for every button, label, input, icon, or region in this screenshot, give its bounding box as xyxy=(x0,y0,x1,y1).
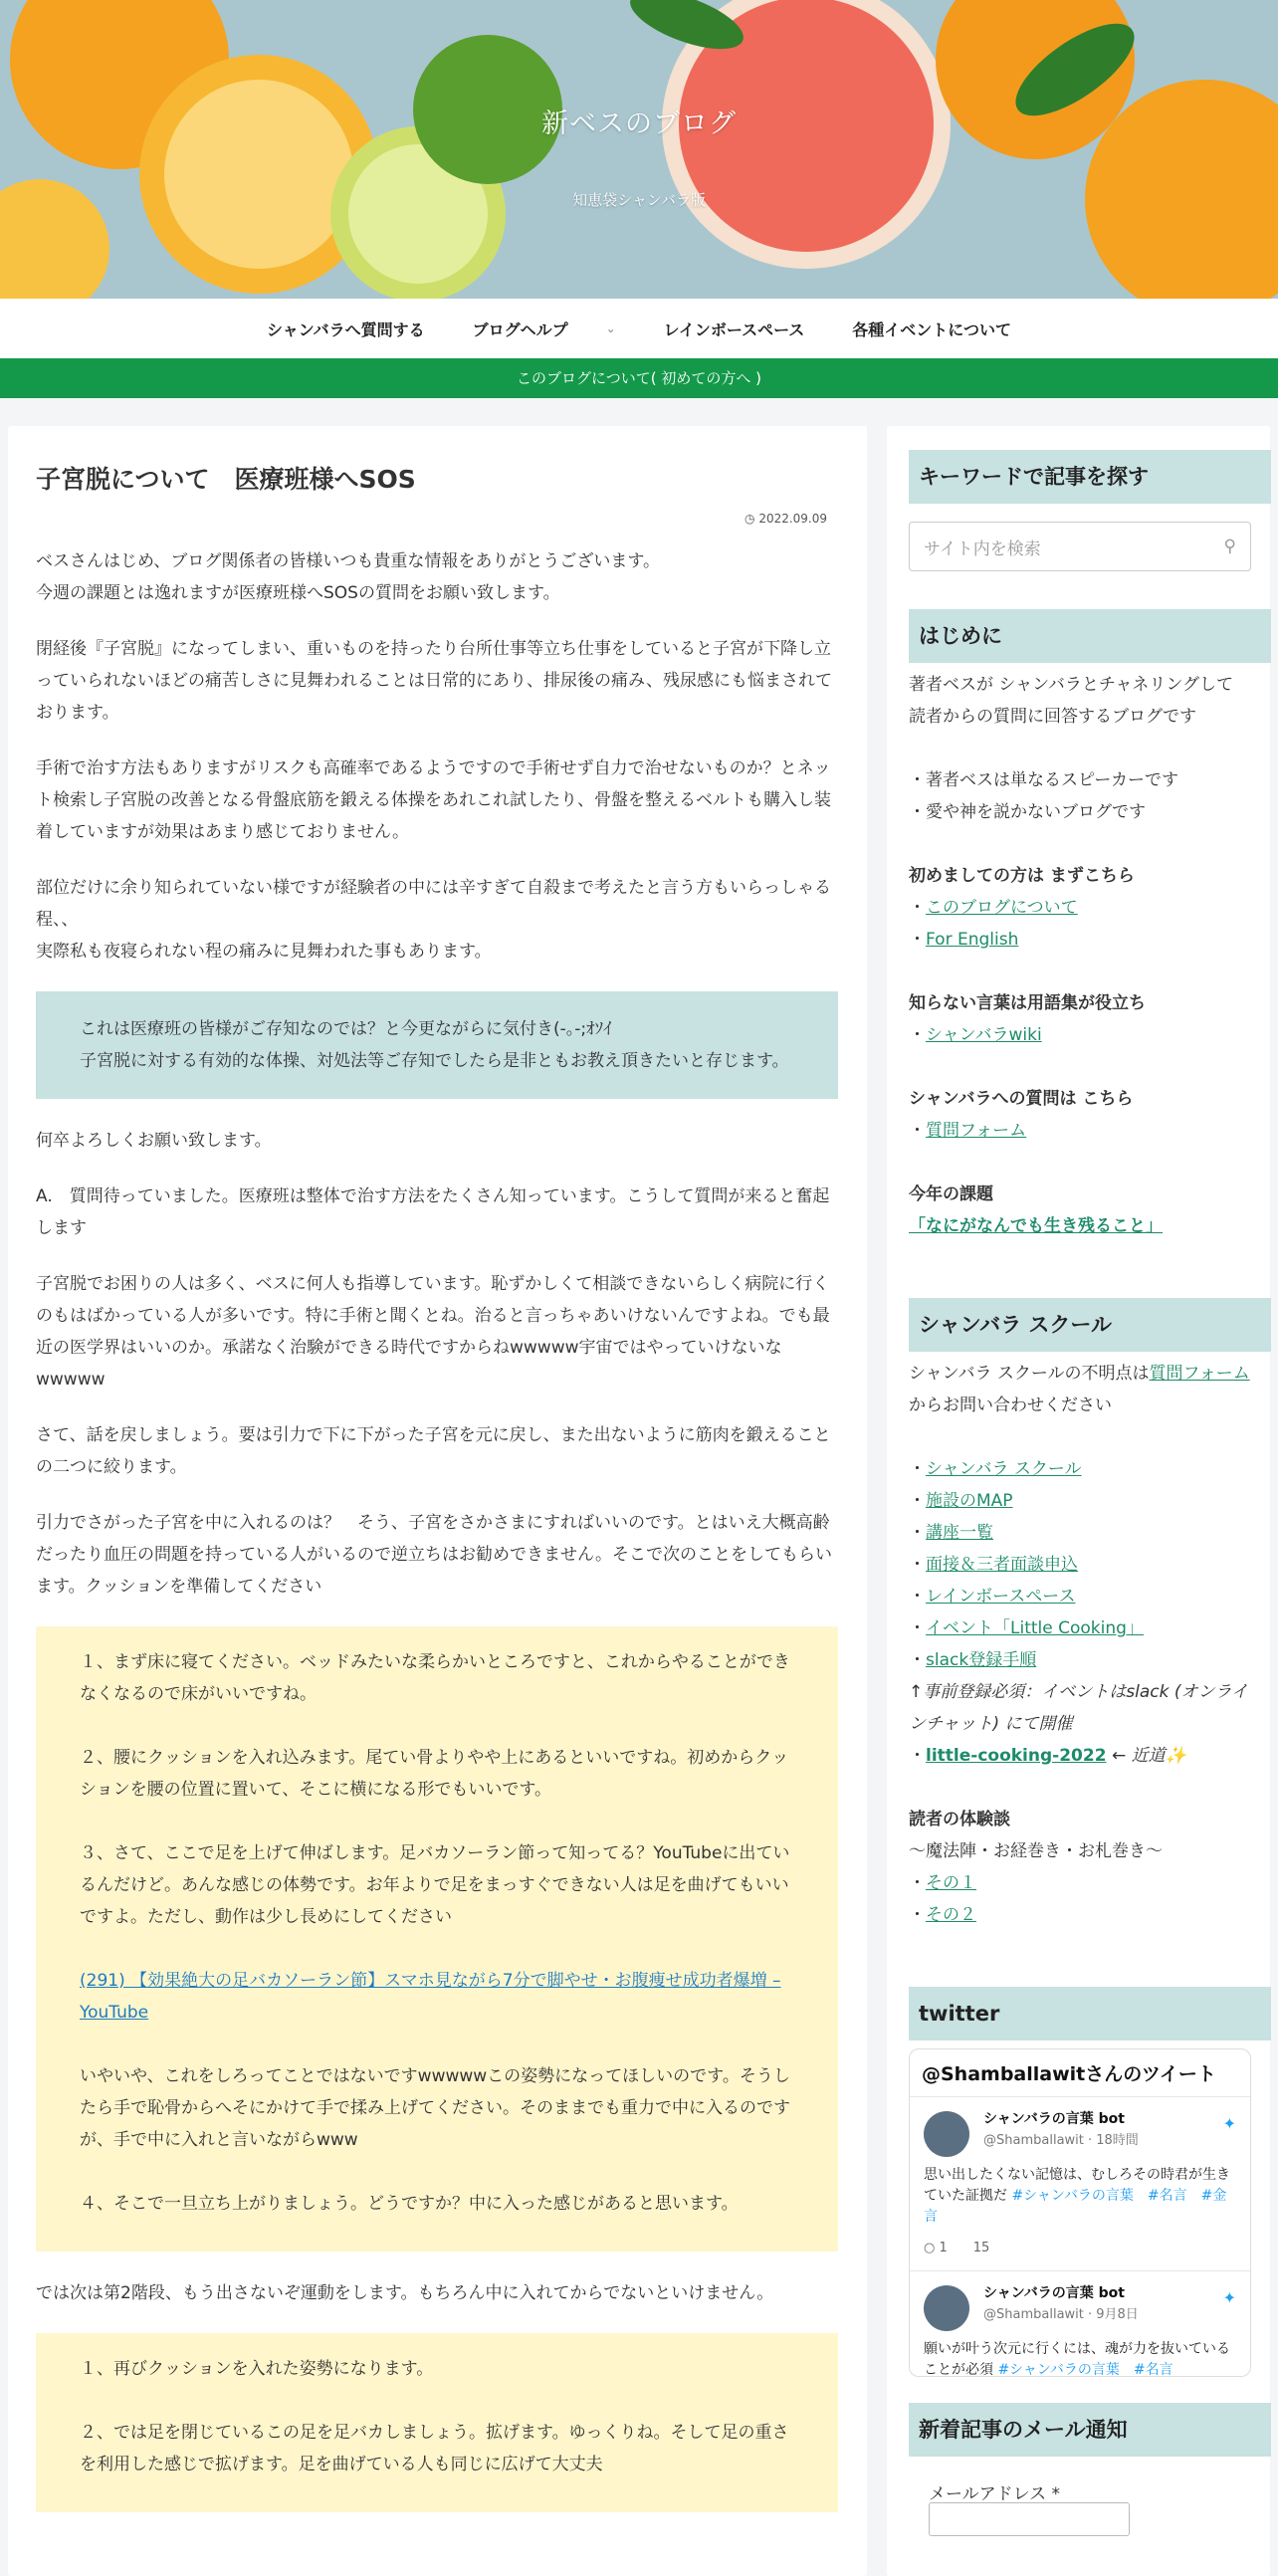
link-little-cooking-2022[interactable]: little-cooking-2022 xyxy=(926,1746,1107,1766)
link-about-blog[interactable]: このブログについて xyxy=(926,898,1078,918)
link-event-little-cooking[interactable]: イベント「Little Cooking」 xyxy=(926,1618,1144,1638)
twitter-bird-icon[interactable]: ✦ xyxy=(1222,2288,1236,2307)
nav-item-blog-help-label: ブログヘルプ xyxy=(472,320,568,339)
instruction-step: ４、そこで一旦立ち上がりましょう。どうですか？中に入った感じがあると思います。 xyxy=(80,2194,739,2214)
link-experience-1[interactable]: その１ xyxy=(926,1873,976,1893)
ask-heading: シャンバラへの質問は こちら xyxy=(909,1089,1134,1109)
paragraph: 子宮脱でお困りの人は多く、ベスに何人も指導しています。恥ずかしくて相談できないらしく病院に行くのもはばかっている人が多いです。特に手術と聞くとね。治ると言っちゃあいけないんですよね。でも最近の医学界はいいのか。承諾なく治験ができる時代ですからねwwwww宇宙ではやっていけないなwwwww xyxy=(36,1274,830,1390)
instructions-box xyxy=(36,1626,838,2252)
site-tagline: 知恵袋シャンバラ版 xyxy=(572,191,706,209)
tweet-hashtags[interactable]: #シャンバラの言葉 #名言 xyxy=(997,2362,1173,2377)
intro-bullet: ・愛や神を説かないブログです xyxy=(909,802,1146,822)
widget-title-mail: 新着記事のメール通知 xyxy=(909,2403,1271,2457)
clock-icon: ◷ xyxy=(745,512,755,526)
post-body xyxy=(36,545,838,2538)
tweet-hashtags[interactable]: #シャンバラの言葉 #名言 #金言 xyxy=(924,2188,1227,2225)
widget-title-intro: はじめに xyxy=(909,609,1271,663)
link-course-list[interactable]: 講座一覧 xyxy=(926,1523,993,1543)
link-experience-2[interactable]: その２ xyxy=(926,1905,976,1925)
school-text: シャンバラ スクールの不明点は xyxy=(909,1364,1150,1384)
sidebar xyxy=(887,426,1270,2576)
shortcut-note: ← 近道✨ xyxy=(1111,1746,1186,1766)
tweet-author[interactable]: シャンバラの言葉 bot xyxy=(983,2111,1125,2127)
twitter-timeline[interactable] xyxy=(909,2048,1251,2377)
paragraph-line: 部位だけに余り知られていない様ですが経験者の中には辛すぎて自殺まで考えたと言う方もいらっしゃる程、、 xyxy=(36,878,831,930)
intro-section: 著者ベスが シャンバラとチャネリングして 読者からの質問に回答するブログです ・著者ベスは単なるスピーカーです ・愛や神を説かないブログです 初めましての方は まずこちら ・このブログについて ・For English 知らない言葉は用語集が役立ち ・シャンバラwiki シャンバラへの質問は こちら ・質問フォーム 今年の課題 「なにがなんでも生き残ること」 xyxy=(909,669,1251,1242)
tweet-text xyxy=(924,2339,1236,2377)
youtube-link[interactable]: (291) 【効果絶大の足バカソーラン節】スマホ見ながら7分で脚やせ・お腹痩せ成功者爆増 – YouTube xyxy=(80,1971,781,2023)
school-section: シャンバラ スクールの不明点は質問フォームからお問い合わせください ・シャンバラ スクール ・施設のMAP ・講座一覧 ・面接＆三者面談申込 ・レインボースペース ・イベント「Little Cooking」 ・slack登録手順 ↑事前登録必須：イベントはslack (オンラインチャット) にて開催 ・little-cooking-2022 ← 近道✨ 読者の体験談 〜魔法陣・お経巻き・お札巻き〜 ・その１ ・その２ xyxy=(909,1364,1250,1925)
article-container xyxy=(8,426,867,2576)
main-navigation xyxy=(0,299,1278,359)
header-fruit-image xyxy=(0,0,1278,299)
paragraph: A. 質問待っていました。医療班は整体で治す方法をたくさん知っています。こうして質問が来ると奮起します xyxy=(36,1186,830,1238)
school-text: からお問い合わせください xyxy=(909,1395,1112,1415)
experience-heading: 読者の体験談 xyxy=(909,1810,1010,1829)
instruction-step: いやいや、これをしろってことではないですwwwwwこの姿勢になってほしいのです。そうしたら手で恥骨からへそにかけて手で揉み上げてください。そのままでも重力で中に入るのですが、手で中に入れと言いながらwww xyxy=(80,2066,790,2150)
quote-box xyxy=(36,991,838,1099)
nav-item-events[interactable]: 各種イベントについて xyxy=(852,320,1011,339)
glossary-heading: 知らない言葉は用語集が役立ち xyxy=(909,993,1146,1013)
paragraph xyxy=(36,872,838,967)
email-label: メールアドレス * xyxy=(929,2484,1061,2504)
nav-item-rainbow-space[interactable]: レインボースペース xyxy=(663,320,805,339)
tweet-body: 思い出したくない記憶は、むしろその時君が生きていた証拠だ xyxy=(924,2167,1230,2204)
instruction-step: ２、では足を閉じているこの足を足バカしましょう。拡げます。ゆっくりね。そして足の重さを利用した感じで拡げます。足を曲げている人も同じに広げて大丈夫 xyxy=(80,2423,789,2474)
instruction-step: １、再びクッションを入れた姿勢になります。 xyxy=(80,2359,434,2379)
tweet-actions[interactable] xyxy=(924,2238,1236,2258)
paragraph-line: 今週の課題とは逸れますが医療班様へSOSの質問をお願い致します。 xyxy=(36,583,560,603)
tweet-author[interactable]: シャンバラの言葉 bot xyxy=(983,2285,1125,2301)
avatar[interactable] xyxy=(924,2285,969,2331)
widget-title-search: キーワードで記事を探す xyxy=(909,450,1271,504)
tweet-action-counts: 1 15 xyxy=(939,2241,990,2255)
paragraph xyxy=(36,545,838,609)
twitter-timeline-title[interactable]: @Shamballawitさんのツイート xyxy=(910,2049,1250,2097)
tweet[interactable] xyxy=(910,2097,1250,2271)
paragraph: 手術で治す方法もありますがリスクも高確率であるようですので手術せず自力で治せないものか？とネット検索し子宮脱の改善となる骨盤底筋を鍛える体操をあれこれ試したり、骨盤を整えるベルトも購入し装着していますが効果はあまり感じておりません。 xyxy=(36,758,831,842)
link-school-question-form[interactable]: 質問フォーム xyxy=(1149,1364,1250,1384)
site-header xyxy=(0,0,1278,299)
first-visit-heading: 初めましての方は まずこちら xyxy=(909,866,1135,886)
site-title[interactable]: 新ベスのブログ xyxy=(541,108,737,139)
link-yearly-theme[interactable]: 「なにがなんでも生き残ること」 xyxy=(909,1216,1163,1236)
paragraph-line: 実際私も夜寝られない程の痛みに見舞われた事もあります。 xyxy=(36,942,492,962)
link-rainbow-space[interactable]: レインボースペース xyxy=(926,1587,1076,1607)
tweet[interactable] xyxy=(910,2271,1250,2377)
paragraph: では次は第2階段、もう出さないぞ運動をします。もちろん中に入れてからでないといけません。 xyxy=(36,2283,774,2303)
link-interview-apply[interactable]: 面接＆三者面談申込 xyxy=(926,1555,1078,1575)
nav-item-ask-shambhala[interactable]: シャンバラへ質問する xyxy=(267,320,425,339)
search-icon[interactable]: ⚲ xyxy=(1223,537,1236,556)
quote-line: 子宮脱に対する有効的な体操、対処法等ご存知でしたら是非ともお教え頂きたいと存じます。 xyxy=(80,1051,789,1071)
link-facility-map[interactable]: 施設のMAP xyxy=(926,1491,1013,1511)
widget-title-twitter: twitter xyxy=(909,1987,1271,2040)
paragraph: 引力でさがった子宮を中に入れるのは？ そう、子宮をさかさまにすればいいのです。とはいえ大概高齢だったり血圧の問題を持っている人がいるので逆立ちはお勧めできません。そこで次のことをしてもらいます。クッションを準備してください xyxy=(36,1513,833,1597)
search-input[interactable] xyxy=(909,522,1251,571)
tweet-body: 願いが叶う次元に行くには、魂が力を抜いていることが必須 xyxy=(924,2341,1230,2377)
link-for-english[interactable]: For English xyxy=(926,930,1019,950)
tweet-text xyxy=(924,2165,1236,2228)
link-slack-guide[interactable]: slack登録手順 xyxy=(926,1650,1037,1670)
instruction-step: ２、腰にクッションを入れ込みます。尾てい骨よりやや上にあるといいですね。初めからクッションを腰の位置に置いて、そこに横になる形でもいいです。 xyxy=(80,1748,789,1800)
instructions-box-2 xyxy=(36,2333,838,2512)
search-placeholder: サイト内を検索 xyxy=(924,538,1041,559)
twitter-bird-icon[interactable]: ✦ xyxy=(1222,2114,1236,2133)
paragraph: さて、話を戻しましょう。要は引力で下に下がった子宮を元に戻し、また出ないように筋肉を鍛えることの二つに絞ります。 xyxy=(36,1425,831,1477)
post-date xyxy=(745,512,827,526)
theme-heading: 今年の課題 xyxy=(909,1184,993,1204)
paragraph: 閉経後『子宮脱』になってしまい、重いものを持ったり台所仕事等立ち仕事をしていると子宮が下降し立っていられないほどの痛苦しさに見舞われることは日常的にあり、排尿後の痛み、残尿感にも悩まされております。 xyxy=(36,639,833,723)
nav-item-blog-help[interactable] xyxy=(449,318,640,340)
widget-title-school: シャンバラ スクール xyxy=(909,1298,1271,1352)
link-question-form[interactable]: 質問フォーム xyxy=(926,1121,1027,1141)
post-date-value: 2022.09.09 xyxy=(758,512,828,526)
intro-bullet: ・著者ベスは単なるスピーカーです xyxy=(909,770,1178,790)
paragraph-line: ベスさんはじめ、ブログ関係者の皆様いつも貴重な情報をありがとうございます。 xyxy=(36,551,660,571)
reply-icon[interactable]: ○ xyxy=(924,2241,936,2255)
link-shambhala-wiki[interactable]: シャンバラwiki xyxy=(926,1025,1042,1045)
avatar[interactable] xyxy=(924,2111,969,2157)
notice-bar[interactable]: このブログについて( 初めての方へ ) xyxy=(0,358,1278,398)
post-title: 子宮脱について 医療班様へSOS xyxy=(36,465,416,494)
instruction-step: ３、さて、ここで足を上げて伸ばします。足バカソーラン節って知ってる？YouTubeに出ているんだけど。あんな感じの体勢です。お年よりで足をまっすぐできない人は足を曲げてもいいですよ。ただし、動作は少し長めにしてください xyxy=(80,1843,790,1927)
tweet-meta[interactable]: @Shamballawit · 18時間 xyxy=(983,2133,1139,2148)
email-field[interactable] xyxy=(929,2502,1130,2536)
chevron-down-icon[interactable]: ⌄ xyxy=(605,322,616,335)
link-shambhala-school[interactable]: シャンバラ スクール xyxy=(926,1459,1082,1479)
intro-text: 著者ベスが シャンバラとチャネリングして 読者からの質問に回答するブログです xyxy=(909,675,1234,727)
instruction-step: １、まず床に寝てください。ベッドみたいな柔らかいところですと、これからやることができなくなるので床がいいですね。 xyxy=(80,1652,790,1704)
school-note: ↑事前登録必須：イベントはslack (オンラインチャット) にて開催 xyxy=(909,1682,1248,1734)
paragraph: 何卒よろしくお願い致します。 xyxy=(36,1131,272,1151)
quote-line: これは医療班の皆様がご存知なのでは？と今更ながらに気付き(-｡-;ｵｿｲ xyxy=(80,1019,612,1039)
tweet-meta[interactable]: @Shamballawit · 9月8日 xyxy=(983,2307,1139,2322)
experience-subtitle: 〜魔法陣・お経巻き・お札巻き〜 xyxy=(909,1841,1163,1861)
